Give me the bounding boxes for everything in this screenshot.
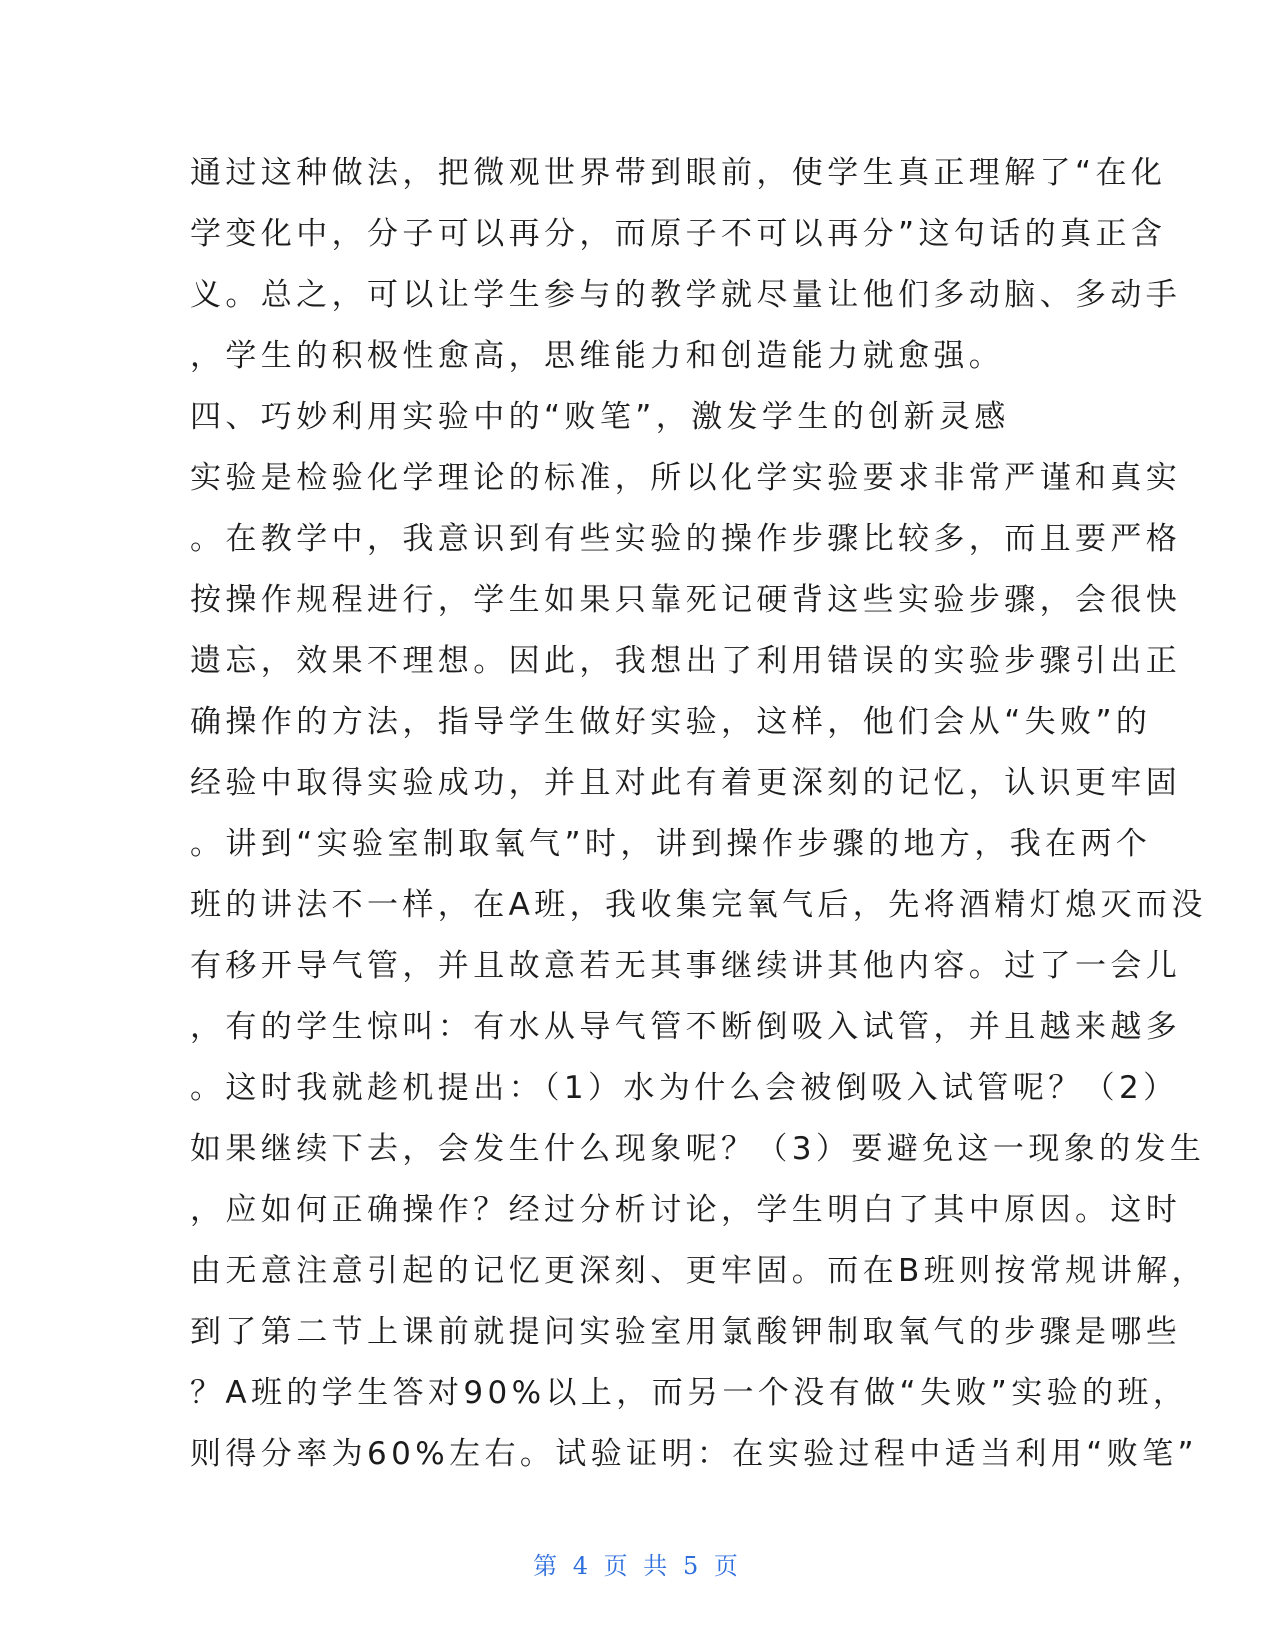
text-line-7: 。在教学中，我意识到有些实验的操作步骤比较多，而且要严格 [190, 521, 1182, 557]
text-line-17: 如果继续下去，会发生什么现象呢？（3）要避免这一现象的发生 [190, 1131, 1206, 1167]
text-line-3: 义。总之，可以让学生参与的教学就尽量让他们多动脑、多动手 [190, 277, 1182, 313]
body-text [190, 143, 1207, 1485]
section-heading: 四、巧妙利用实验中的“败笔”，激发学生的创新灵感 [190, 399, 1010, 435]
text-line-19: 由无意注意引起的记忆更深刻、更牢固。而在B班则按常规讲解， [190, 1253, 1207, 1289]
text-line-14: 有移开导气管，并且故意若无其事继续讲其他内容。过了一会儿 [190, 948, 1182, 984]
text-line-4: ，学生的积极性愈高，思维能力和创造能力就愈强。 [190, 338, 1005, 374]
page-number-footer: 第 4 页 共 5 页 [533, 1552, 742, 1580]
text-line-6: 实验是检验化学理论的标准，所以化学实验要求非常严谨和真实 [190, 460, 1182, 496]
text-line-21: ？A班的学生答对90%以上，而另一个没有做“失败”实验的班， [190, 1375, 1189, 1411]
text-line-15: ，有的学生惊叫：有水从导气管不断倒吸入试管，并且越来越多 [190, 1009, 1182, 1045]
text-line-8: 按操作规程进行，学生如果只靠死记硬背这些实验步骤，会很快 [190, 582, 1182, 618]
text-line-16: 。这时我就趁机提出：（1）水为什么会被倒吸入试管呢？（2） [190, 1070, 1179, 1106]
text-line-2: 学变化中，分子可以再分，而原子不可以再分”这句话的真正含 [190, 216, 1167, 252]
text-line-18: ，应如何正确操作？经过分析讨论，学生明白了其中原因。这时 [190, 1192, 1182, 1228]
text-line-13: 班的讲法不一样，在A班，我收集完氧气后，先将酒精灯熄灭而没 [190, 887, 1207, 923]
text-line-1: 通过这种做法，把微观世界带到眼前，使学生真正理解了“在化 [190, 155, 1167, 191]
text-line-10: 确操作的方法，指导学生做好实验，这样，他们会从“失败”的 [190, 704, 1152, 740]
text-line-11: 经验中取得实验成功，并且对此有着更深刻的记忆，认识更牢固 [190, 765, 1182, 801]
text-line-9: 遗忘，效果不理想。因此，我想出了利用错误的实验步骤引出正 [190, 643, 1182, 679]
text-line-20: 到了第二节上课前就提问实验室用氯酸钾制取氧气的步骤是哪些 [190, 1314, 1182, 1350]
text-line-12: 。讲到“实验室制取氧气”时，讲到操作步骤的地方，我在两个 [190, 826, 1152, 862]
text-line-22: 则得分率为60%左右。试验证明：在实验过程中适当利用“败笔” [190, 1436, 1199, 1472]
